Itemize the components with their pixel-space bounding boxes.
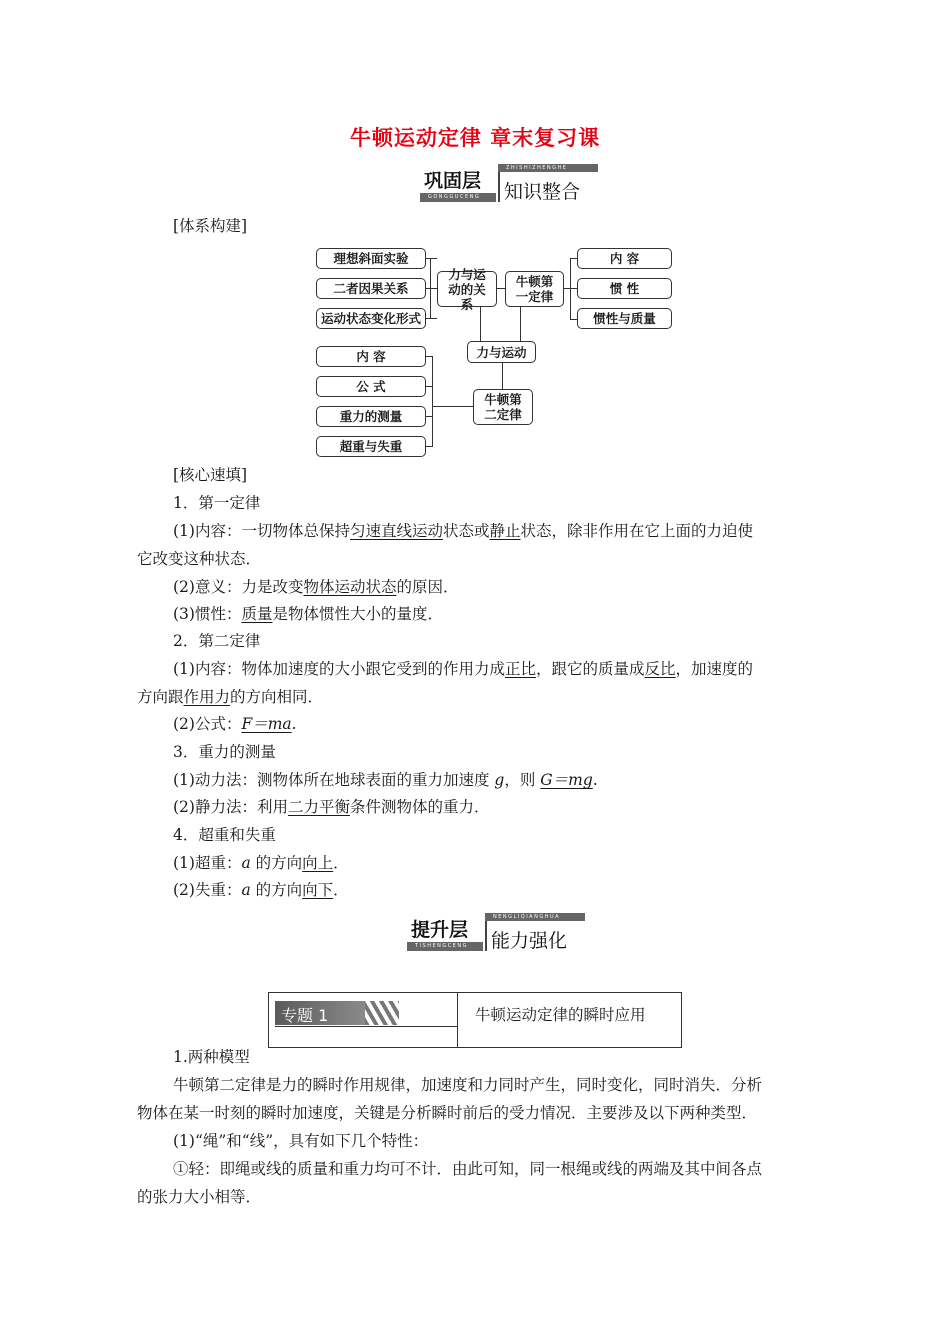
banner-main: 提升层 <box>411 919 469 941</box>
heading-overweight: 4．超重和失重 <box>173 826 276 844</box>
node-force-motion-relation: 力与运动的关系 <box>437 271 497 307</box>
heading-second-law: 2．第二定律 <box>173 632 261 650</box>
node-gravity-measure: 重力的测量 <box>316 406 426 427</box>
node-inertia-mass: 惯性与质量 <box>577 308 672 329</box>
paragraph-1-cont: 物体在某一时刻的瞬时加速度，关键是分析瞬时前后的受力情况．主要涉及以下两种类型． <box>137 1104 758 1122</box>
node-ideal-incline: 理想斜面实验 <box>316 248 426 269</box>
first-law-content: (1)内容：一切物体总保持匀速直线运动状态或静止状态，除非作用在它上面的力迫使 <box>173 522 754 540</box>
heading-first-law: 1．第一定律 <box>173 494 261 512</box>
concept-diagram <box>0 0 950 470</box>
first-law-inertia: (3)惯性：质量是物体惯性大小的量度． <box>173 605 443 623</box>
node-force-and-motion: 力与运动 <box>467 341 536 363</box>
gravity-static-method: (2)静力法：利用二力平衡条件测物体的重力． <box>173 798 490 816</box>
banner-pinyin-bottom: TISHENGCENG <box>415 943 469 949</box>
second-law-formula: (2)公式：F＝ma. <box>173 715 297 733</box>
weightless-line: (2)失重：a 的方向向下． <box>173 881 349 899</box>
first-law-meaning: (2)意义：力是改变物体运动状态的原因． <box>173 578 459 596</box>
section-label-system: [体系构建] <box>173 217 248 235</box>
banner-pinyin-bottom: GONGGUCENG <box>428 194 481 200</box>
topic-stripes <box>365 1001 399 1025</box>
second-law-content-cont: 方向跟作用力的方向相同． <box>137 688 324 706</box>
banner-sub: 知识整合 <box>504 181 581 203</box>
node-content-1: 内 容 <box>577 248 672 269</box>
node-content-2: 内 容 <box>316 346 426 367</box>
page-title: 牛顿运动定律 章末复习课 <box>349 126 601 150</box>
node-newton-second-law: 牛顿第二定律 <box>473 389 533 425</box>
banner-main: 巩固层 <box>424 170 482 192</box>
node-newton-first-law: 牛顿第一定律 <box>505 271 564 307</box>
heading-gravity-measure: 3．重力的测量 <box>173 743 276 761</box>
node-inertia: 惯 性 <box>577 278 672 299</box>
paragraph-2: (1)“绳”和“线”，具有如下几个特性： <box>173 1132 429 1150</box>
second-law-content: (1)内容：物体加速度的大小跟它受到的作用力成正比，跟它的质量成反比，加速度的 <box>173 660 754 678</box>
paragraph-3: ①轻：即绳或线的质量和重力均可不计．由此可知，同一根绳或线的两端及其中间各点 <box>173 1160 763 1178</box>
node-overweight: 超重与失重 <box>316 436 426 457</box>
heading-two-models: 1.两种模型 <box>173 1048 250 1066</box>
node-formula: 公 式 <box>316 376 426 397</box>
first-law-content-cont: 它改变这种状态． <box>137 550 262 568</box>
topic-title: 牛顿运动定律的瞬时应用 <box>475 1006 646 1024</box>
node-causal-relation: 二者因果关系 <box>316 278 426 299</box>
banner-pinyin-top: NENGLIQIANGHUA <box>493 914 561 920</box>
paragraph-1: 牛顿第二定律是力的瞬时作用规律，加速度和力同时产生，同时变化，同时消失．分析 <box>173 1076 763 1094</box>
banner-sub: 能力强化 <box>491 930 568 952</box>
gravity-dynamic-method: (1)动力法：测物体所在地球表面的重力加速度 g，则 G＝mg. <box>173 771 598 789</box>
paragraph-3-cont: 的张力大小相等． <box>137 1188 262 1206</box>
section-banner-improve <box>407 913 587 951</box>
overweight-line: (1)超重：a 的方向向上． <box>173 854 349 872</box>
topic-box <box>268 992 682 1048</box>
topic-label: 专题 1 <box>281 1006 329 1025</box>
banner-pinyin-top: ZHISHIZHENGHE <box>506 165 568 171</box>
section-label-core: [核心速填] <box>173 466 248 484</box>
node-motion-change: 运动状态变化形式 <box>316 308 426 329</box>
